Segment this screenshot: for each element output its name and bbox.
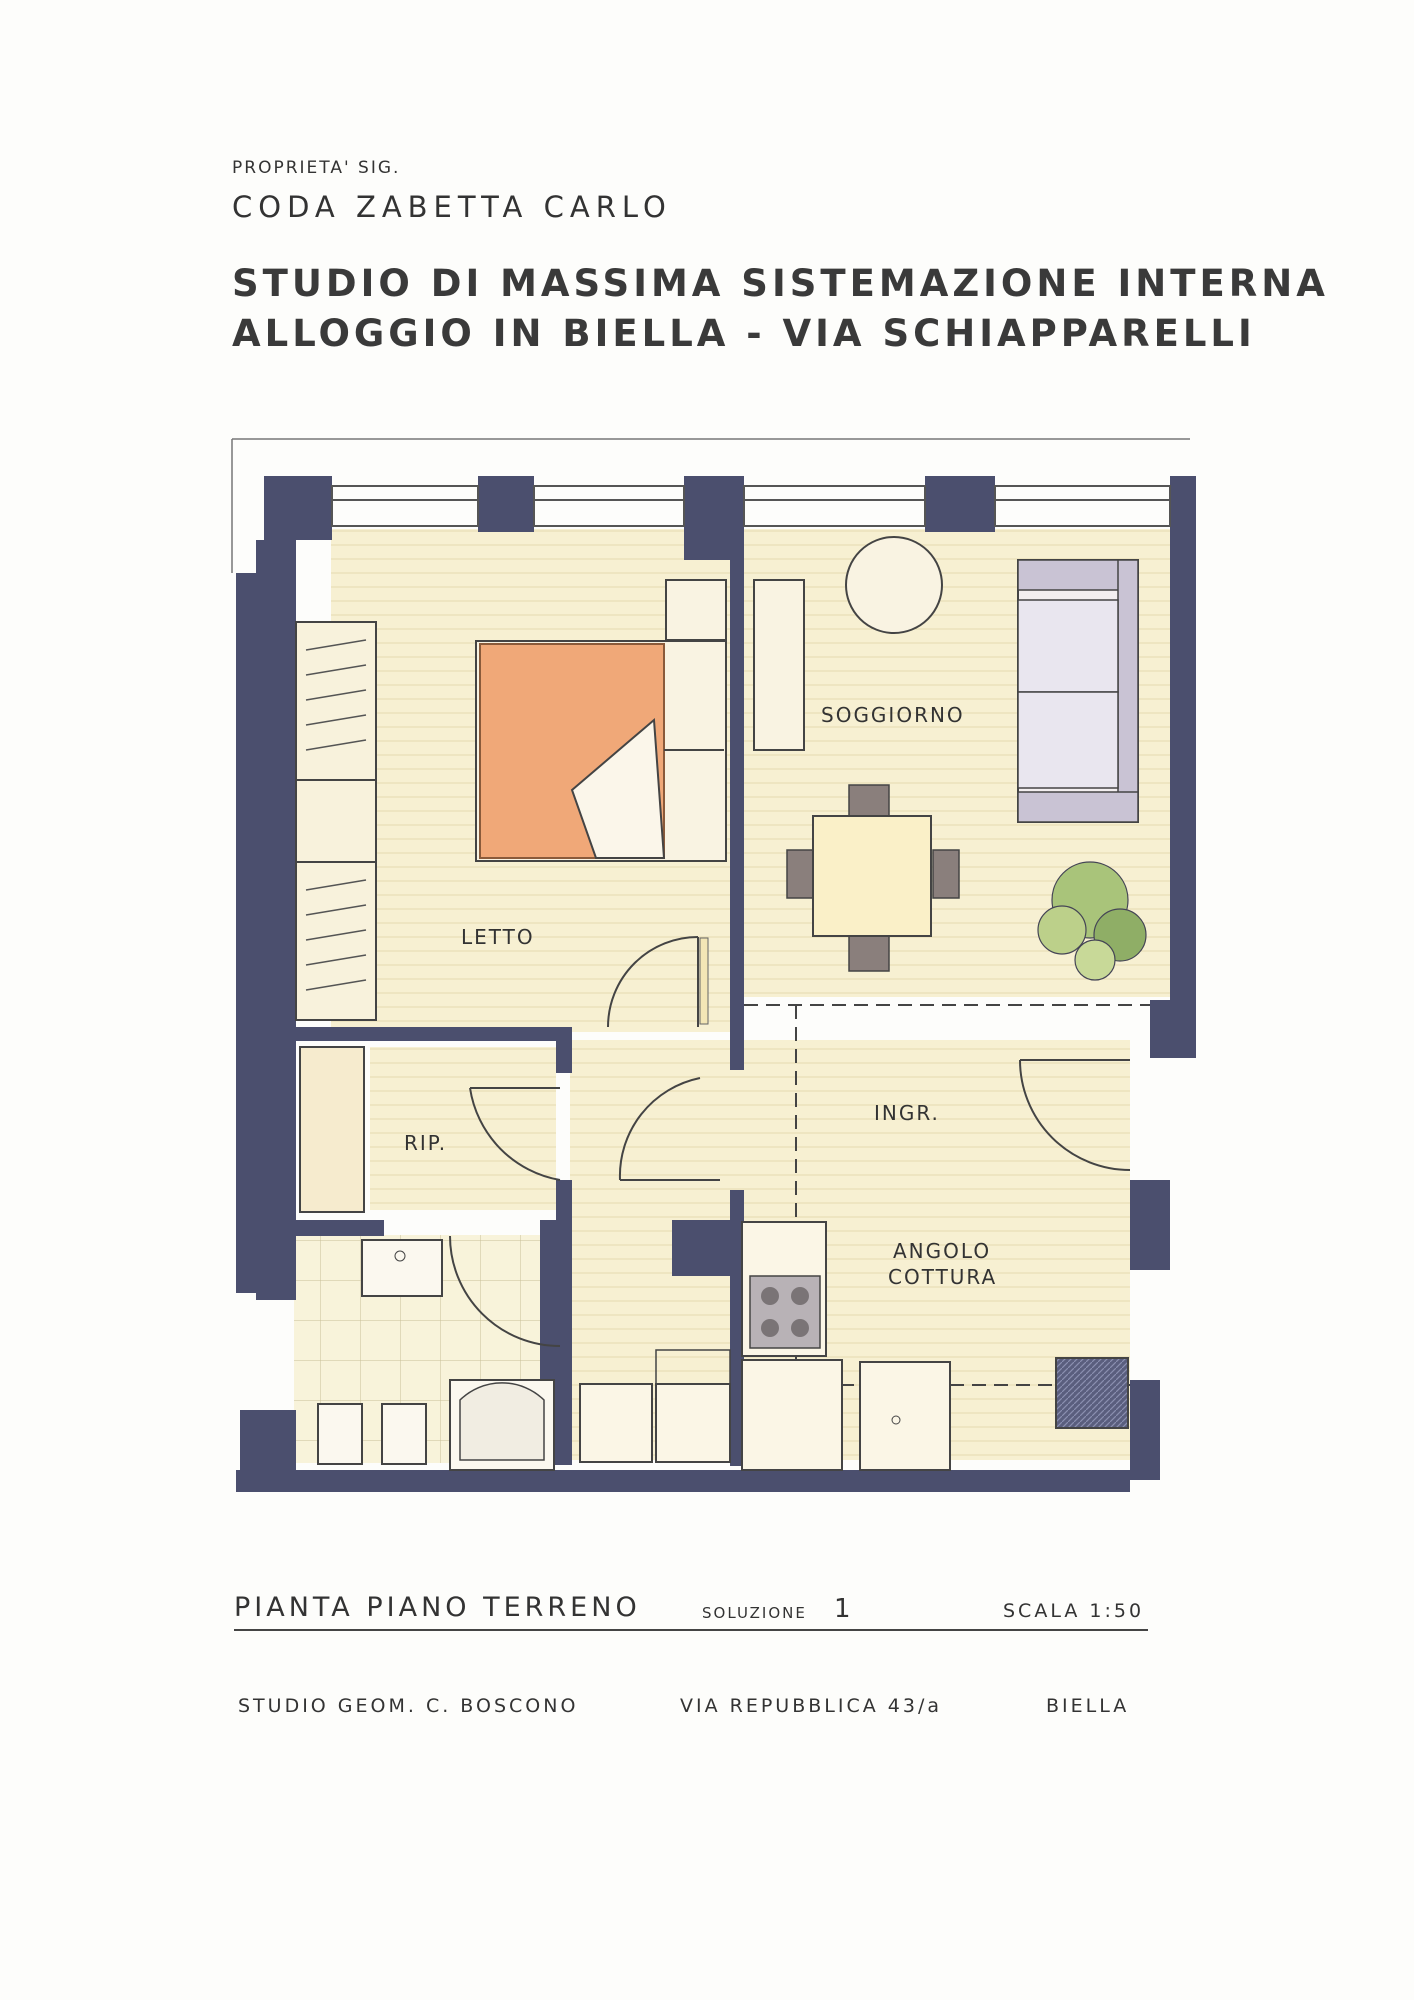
- room-label-kitchen-line-1: ANGOLO: [893, 1239, 992, 1263]
- room-label-entrance: INGR.: [874, 1101, 940, 1125]
- owner-label: PROPRIETA' SIG.: [232, 158, 401, 178]
- title-underline: [234, 1629, 1148, 1631]
- room-label-kitchen-line-2: COTTURA: [888, 1265, 998, 1289]
- studio-name: STUDIO GEOM. C. BOSCONO: [238, 1695, 579, 1717]
- room-label-bedroom: LETTO: [461, 925, 535, 949]
- drawing-title-line-2: ALLOGGIO IN BIELLA - VIA SCHIAPPARELLI: [232, 312, 1256, 355]
- room-label-living: SOGGIORNO: [821, 703, 965, 727]
- wardrobe: [296, 622, 376, 1020]
- scale-label: SCALA 1:50: [1003, 1600, 1145, 1622]
- windows: [332, 486, 1170, 526]
- room-label-storage: RIP.: [404, 1131, 448, 1155]
- solution-number: 1: [834, 1594, 854, 1624]
- plan-title: PIANTA PIANO TERRENO: [234, 1592, 641, 1623]
- drawing-title-line-1: STUDIO DI MASSIMA SISTEMAZIONE INTERNA: [232, 262, 1329, 305]
- sofa: [1018, 560, 1138, 822]
- solution-label: SOLUZIONE: [702, 1604, 807, 1622]
- studio-address: VIA REPUBBLICA 43/a: [680, 1695, 942, 1717]
- studio-city: BIELLA: [1046, 1695, 1130, 1717]
- owner-name: CODA ZABETTA CARLO: [232, 190, 672, 224]
- storage-floor: [370, 1047, 556, 1210]
